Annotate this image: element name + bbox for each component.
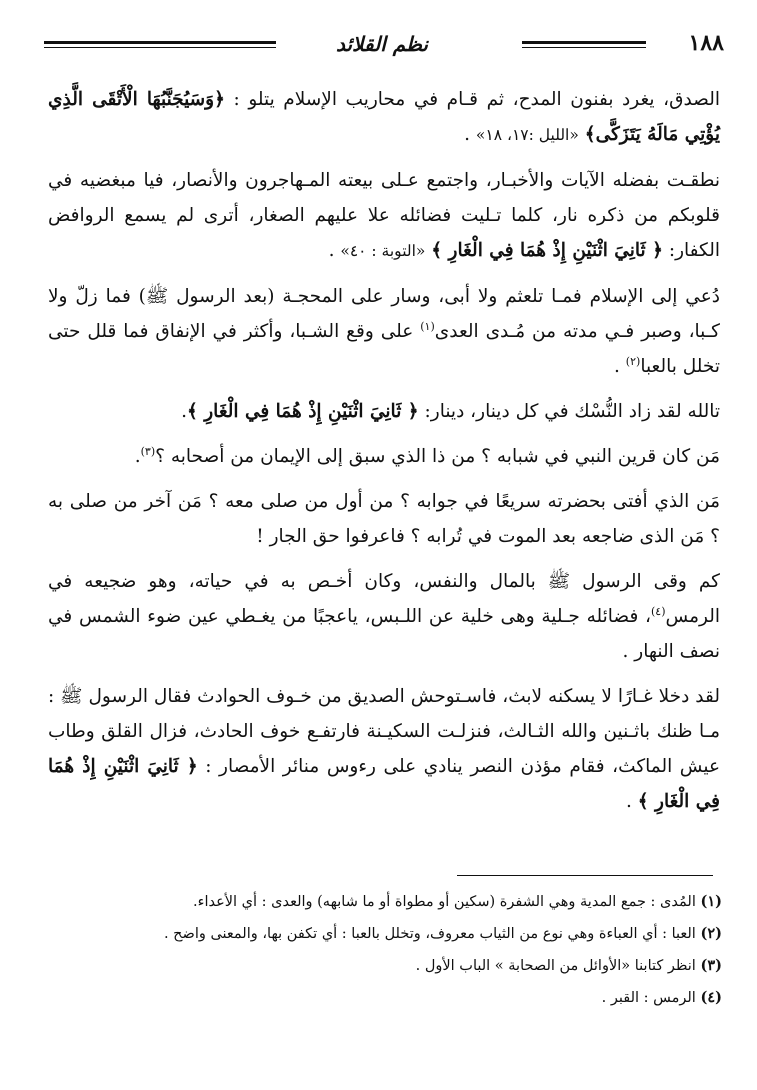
footnote-text: المُدى : جمع المدية وهي الشفرة (سكين أو مطواة أو ما شابهه) والعدى : أي الأعداء. <box>193 894 696 910</box>
footnote-marker: (٤) <box>651 604 666 618</box>
footnote-number: (١) <box>700 893 722 910</box>
page-number: ١٨٨ <box>688 30 724 56</box>
paragraph-text: تالله لقد زاد النُّسْك في كل دينار، دينار: <box>424 401 720 422</box>
verse-reference: «الليل :١٧، ١٨» <box>475 126 579 144</box>
quran-verse: ﴿وَسَيُجَنَّبُهَا الْأَتْقَى الَّذِي يُؤْتِي مَالَهُ يَتَزَكَّى﴾ <box>48 89 720 145</box>
paragraph-end: . <box>328 240 341 261</box>
paragraph-3 <box>48 279 720 384</box>
paragraph-text: الصدق، يغرد بفنون المدح، ثم قـام في محاريب الإسلام يتلو : <box>233 89 720 110</box>
footnote-number: (٣) <box>700 957 722 974</box>
paragraph-end: . <box>625 791 638 812</box>
paragraph-text: نطقـت بفضله الآيات والأخبـار، واجتمع عـلى بيعته المـهاجرون والأنصار، فيا مبغضيه في قلوبكم من ذكره نار، كلما تـليت فضائله علا عليهم الصغار، أترى لم يسمع الروافض الكفار: <box>48 170 721 261</box>
paragraph-text: لقد دخلا غـارًا لا يسكنه لابث، فاسـتوحش الصديق من خـوف الحوادث فقال الرسول ﷺ : مـا ظنك باثـنين والله الثـالث، فنزلـت السكيـنة فارتفـع خوف الحادث، فزال القلق وطاب عيش الماكث، فقام مؤذن النصر ينادي على رءوس منائر الأمصار : <box>48 686 720 777</box>
footnote-number: (٢) <box>700 925 722 942</box>
paragraph-end: . <box>464 124 476 145</box>
paragraph-1 <box>48 82 720 153</box>
book-title: نظم القلائد <box>335 32 428 56</box>
header-rule-right <box>522 41 646 48</box>
paragraph-text: ، فضائله جـلية وهى خلية عن اللـبس، ياعجبًا من يغـطي عين ضوء الشمس في نصف النهار . <box>48 606 720 662</box>
footnote-marker: (٣) <box>140 444 156 458</box>
paragraph-text: كم وقى الرسول ﷺ بالمال والنفس، وكان أخـص به في حياته، وهو ضجيعه في الرمس <box>48 571 720 627</box>
paragraph-end: . <box>181 401 187 422</box>
footnotes <box>44 886 722 1014</box>
paragraph-text: مَن الذي أفتى بحضرته سريعًا في جوابه ؟ من أول من صلى معه ؟ مَن آخر من صلى به ؟ مَن الذى ضاجعه بعد الموت في تُرابه ؟ فاعرفوا حق الجار ! <box>48 491 720 547</box>
footnote <box>44 950 722 982</box>
page-header <box>44 30 724 70</box>
quran-verse: ﴿ ثَانِيَ اثْنَيْنِ إِذْ هُمَا فِي الْغَارِ ﴾ <box>186 401 419 422</box>
quran-verse: ﴿ ثَانِيَ اثْنَيْنِ إِذْ هُمَا فِي الْغَارِ ﴾ <box>431 240 663 261</box>
paragraph-4 <box>48 394 720 429</box>
paragraph-text: دُعي إلى الإسلام فمـا تلعثم ولا أبى، وسار على المحجـة (بعد الرسول ﷺ) فما زلّ ولا كـبا، وصبر فـي مدته من مُـدى العدى <box>48 286 720 342</box>
footnote <box>44 982 722 1014</box>
paragraph-2 <box>48 163 720 269</box>
page-body <box>48 82 720 829</box>
footnote-number: (٤) <box>700 989 722 1006</box>
footnote-marker: (٢) <box>625 354 641 368</box>
paragraph-7 <box>48 564 720 669</box>
paragraph-text: على وقع الشـبا، وأكثر في الإنفاق فما قلل حتى تخلل بالعبا <box>48 321 720 377</box>
quran-verse: ﴿ ثَانِيَ اثْنَيْنِ إِذْ هُمَا فِي الْغَارِ ﴾ <box>48 756 720 812</box>
paragraph-text: مَن كان قرين النبي في شبابه ؟ من ذا الذي سبق إلى الإيمان من أصحابه ؟ <box>155 446 720 467</box>
paragraph-end: . <box>134 446 141 467</box>
paragraph-5 <box>48 439 720 474</box>
paragraph-6 <box>48 484 720 554</box>
header-rule-left <box>44 41 276 48</box>
footnote <box>44 886 722 918</box>
footnote-divider <box>457 875 713 876</box>
footnote-marker: (١) <box>420 319 435 333</box>
footnote-text: انظر كتابنا «الأوائل من الصحابة » الباب الأول . <box>415 958 696 974</box>
verse-reference: «التوبة : ٤٠» <box>340 242 426 260</box>
footnote <box>44 918 722 950</box>
footnote-text: العبا : أي العباءة وهي نوع من الثياب معروف، وتخلل بالعبا : أي تكفن بها، والمعنى واضح . <box>163 926 696 942</box>
paragraph-8 <box>48 679 720 819</box>
paragraph-end: . <box>614 356 626 377</box>
footnote-text: الرمس : القبر . <box>601 990 696 1006</box>
